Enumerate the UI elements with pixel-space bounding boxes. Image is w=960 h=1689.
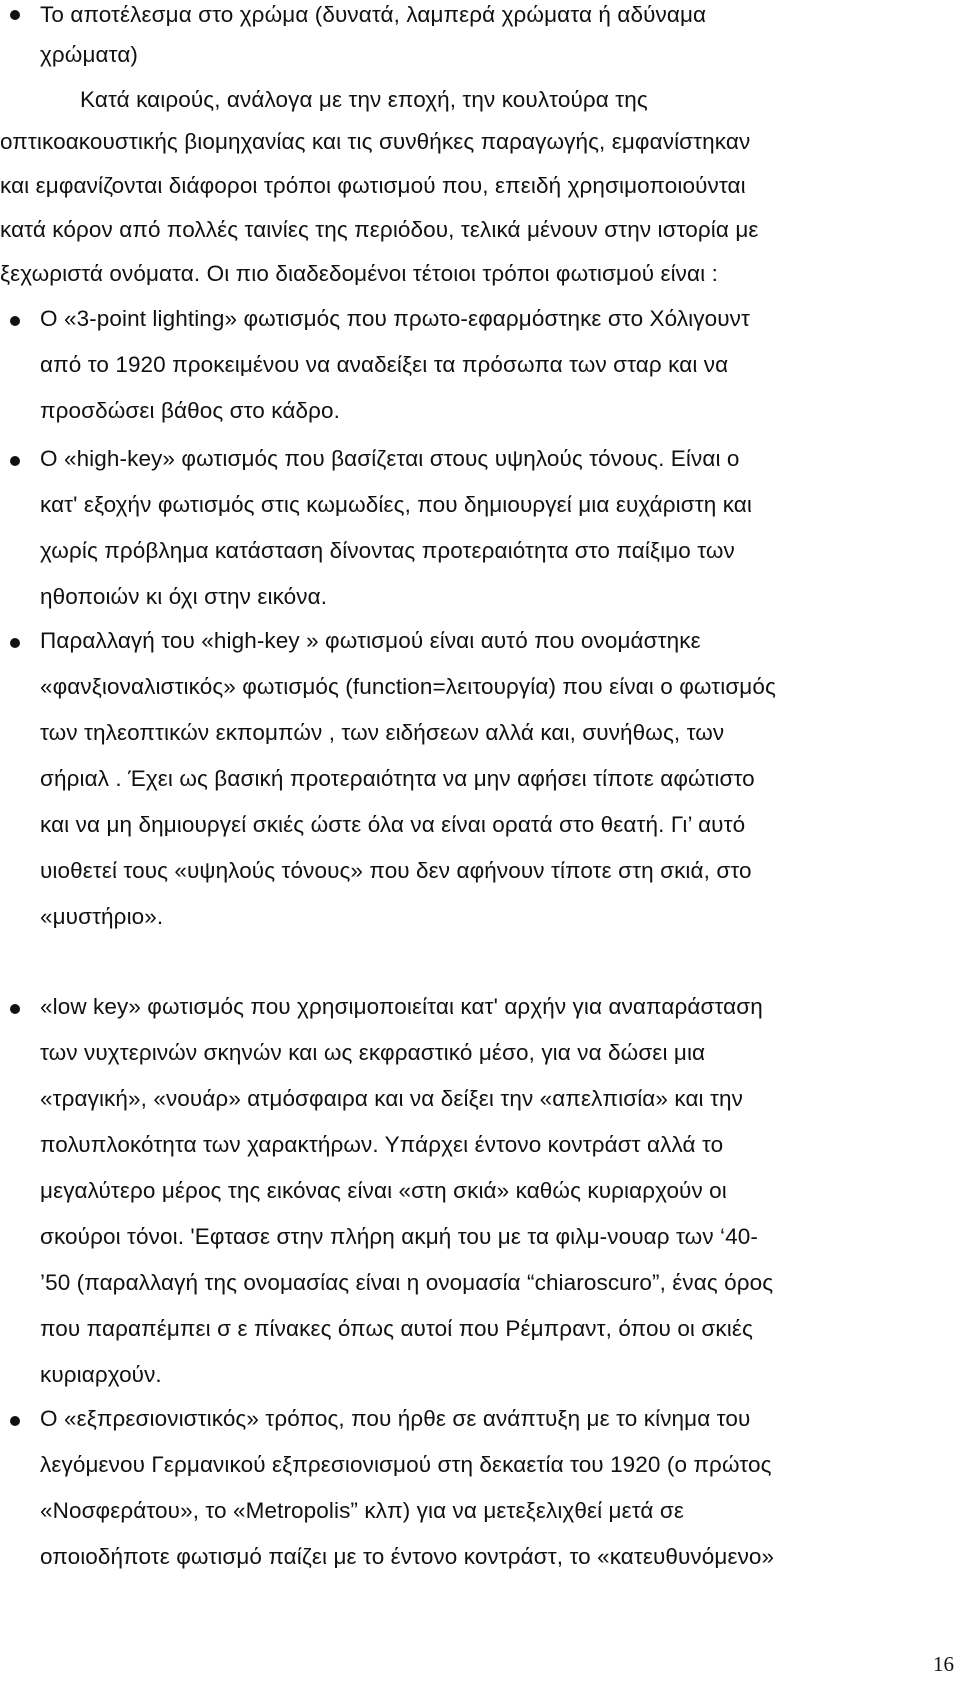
text-line: κατ' εξοχήν φωτισμός στις κωμωδίες, που δημιουργεί μια ευχάριστη και bbox=[40, 492, 752, 517]
bullet-dot-icon bbox=[10, 456, 20, 466]
text-line: «Νοσφεράτου», το «Metropolis” κλπ) για να μετεξελιχθεί μετά σε bbox=[40, 1498, 684, 1523]
text-line: υιοθετεί τους «υψηλούς τόνους» που δεν αφήνουν τίποτε στη σκιά, στο bbox=[40, 858, 752, 883]
text-line: Ο «3-point lighting» φωτισμός που πρωτο-εφαρμόστηκε στο Χόλιγουντ bbox=[40, 306, 750, 331]
text-line: ’50 (παραλλαγή της ονομασίας είναι η ονομασία “chiaroscuro”, ένας όρος bbox=[40, 1270, 774, 1295]
text-line: πολυπλοκότητα των χαρακτήρων. Υπάρχει έντονο κοντράστ αλλά το bbox=[40, 1132, 724, 1157]
text-line: «low key» φωτισμός που χρησιμοποιείται κατ' αρχήν για αναπαράσταση bbox=[40, 994, 763, 1019]
bullet-dot-icon bbox=[10, 10, 20, 20]
paragraph-line: κατά κόρον από πολλές ταινίες της περιόδου, τελικά μένουν στην ιστορία με bbox=[0, 217, 759, 242]
text-line: σήριαλ . Έχει ως βασική προτεραιότητα να μην αφήσει τίποτε αφώτιστο bbox=[40, 766, 755, 791]
text-line: κυριαρχούν. bbox=[40, 1362, 162, 1387]
paragraph-line: οπτικοακουστικής βιομηχανίας και τις συνθήκες παραγωγής, εμφανίστηκαν bbox=[0, 129, 751, 154]
text-line: «μυστήριο». bbox=[40, 904, 164, 929]
text-line: Ο «εξπρεσιονιστικός» τρόπος, που ήρθε σε ανάπτυξη με το κίνημα του bbox=[40, 1406, 751, 1431]
text-line: σκούροι τόνοι. 'Εφτασε στην πλήρη ακμή του με τα φιλμ-νουαρ των ‘40- bbox=[40, 1224, 758, 1249]
bullet-dot-icon bbox=[10, 1416, 20, 1426]
text-line: λεγόμενου Γερμανικού εξπρεσιονισμού στη δεκαετία του 1920 (ο πρώτος bbox=[40, 1452, 772, 1477]
paragraph-line: και εμφανίζονται διάφοροι τρόποι φωτισμού που, επειδή χρησιμοποιούνται bbox=[0, 173, 746, 198]
text-line: από το 1920 προκειμένου να αναδείξει τα πρόσωπα των σταρ και να bbox=[40, 352, 729, 377]
text-line: «φανξιοναλιστικός» φωτισμός (function=λειτουργία) που είναι ο φωτισμός bbox=[40, 674, 776, 699]
text-line: των τηλεοπτικών εκπομπών , των ειδήσεων αλλά και, συνήθως, των bbox=[40, 720, 725, 745]
text-line: προσδώσει βάθος στο κάδρο. bbox=[40, 398, 340, 423]
page-number: 16 bbox=[933, 1652, 954, 1676]
bullet-dot-icon bbox=[10, 638, 20, 648]
text-line: μεγαλύτερο μέρος της εικόνας είναι «στη σκιά» καθώς κυριαρχούν οι bbox=[40, 1178, 727, 1203]
bullet-dot-icon bbox=[10, 316, 20, 326]
text-line: Το αποτέλεσμα στο χρώμα (δυνατά, λαμπερά χρώματα ή αδύναμα bbox=[40, 2, 707, 27]
text-line: Παραλλαγή του «high-key » φωτισμού είναι αυτό που ονομάστηκε bbox=[40, 628, 701, 653]
text-line: ηθοποιών κι όχι στην εικόνα. bbox=[40, 584, 328, 609]
text-line: και να μη δημιουργεί σκιές ώστε όλα να είναι ορατά στο θεατή. Γι’ αυτό bbox=[40, 812, 746, 837]
paragraph-line: ξεχωριστά ονόματα. Οι πιο διαδεδομένοι τέτοιοι τρόποι φωτισμού είναι : bbox=[0, 261, 718, 286]
text-line: Ο «high-key» φωτισμός που βασίζεται στους υψηλούς τόνους. Είναι ο bbox=[40, 446, 740, 471]
text-line: χωρίς πρόβλημα κατάσταση δίνοντας προτεραιότητα στο παίξιμο των bbox=[40, 538, 735, 563]
text-line: των νυχτερινών σκηνών και ως εκφραστικό μέσο, για να δώσει μια bbox=[40, 1040, 706, 1065]
text-line: χρώματα) bbox=[40, 42, 139, 67]
text-line: οποιοδήποτε φωτισμό παίζει με το έντονο κοντράστ, το «κατευθυνόμενο» bbox=[40, 1544, 775, 1569]
text-line: που παραπέμπει σ ε πίνακες όπως αυτοί που Ρέμπραντ, όπου οι σκιές bbox=[40, 1316, 753, 1341]
paragraph-line: Κατά καιρούς, ανάλογα με την εποχή, την κουλτούρα της bbox=[80, 87, 648, 112]
text-line: «τραγική», «νουάρ» ατμόσφαιρα και να δείξει την «απελπισία» και την bbox=[40, 1086, 743, 1111]
bullet-dot-icon bbox=[10, 1004, 20, 1014]
